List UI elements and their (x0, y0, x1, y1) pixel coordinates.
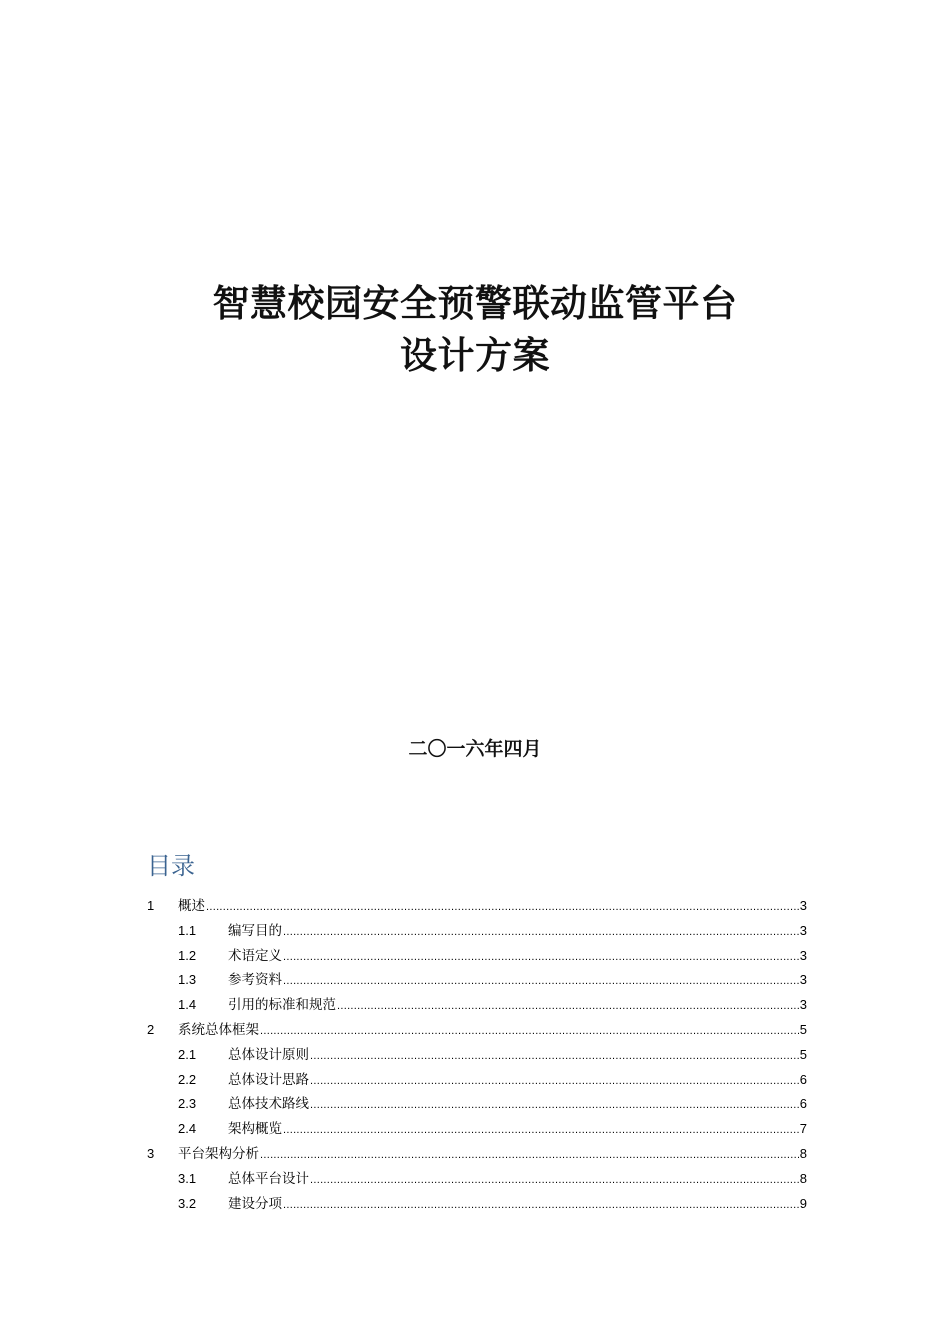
toc-dot-leader (260, 1143, 799, 1168)
toc-entry-page: 9 (799, 1195, 807, 1211)
toc-entry-page: 3 (799, 898, 807, 913)
toc-entry-number: 1.4 (178, 997, 197, 1013)
toc-entry-3[interactable] (147, 1142, 807, 1167)
toc-entry-label: 引用的标准和规范 (228, 997, 336, 1014)
toc-entry-1-1[interactable] (147, 919, 807, 944)
toc-entry-page: 8 (799, 1170, 807, 1186)
toc-entry-3-1[interactable] (147, 1167, 807, 1192)
toc-entry-1-3[interactable] (147, 968, 807, 993)
cover-title (0, 278, 950, 382)
toc-entry-number: 3 (147, 1145, 155, 1161)
toc-entry-label: 总体技术路线 (228, 1096, 309, 1113)
toc-entry-label: 系统总体框架 (178, 1021, 259, 1038)
toc-entry-label: 参考资料 (228, 972, 282, 989)
toc-entry-label: 建设分项 (228, 1195, 282, 1212)
toc-entry-number: 1.1 (178, 922, 197, 938)
toc-entry-page: 5 (799, 1021, 807, 1037)
toc-dot-leader (310, 1044, 799, 1069)
toc-dot-leader (260, 1019, 799, 1044)
toc-entry-page: 6 (799, 1096, 807, 1112)
cover-title-line-2: 设计方案 (400, 334, 550, 377)
toc-entry-number: 1.3 (178, 972, 197, 988)
toc-entry-label: 总体设计思路 (228, 1071, 309, 1088)
toc-entry-label: 总体设计原则 (228, 1046, 309, 1063)
toc-entry-page: 3 (799, 997, 807, 1013)
cover-title-line-1: 智慧校园安全预警联动监管平台 (212, 282, 738, 325)
toc-entry-label: 总体平台设计 (228, 1170, 309, 1187)
toc-dot-leader (283, 920, 799, 945)
table-of-contents (147, 894, 807, 1216)
toc-entry-1-4[interactable] (147, 993, 807, 1018)
toc-dot-leader (283, 945, 799, 970)
toc-entry-page: 5 (799, 1046, 807, 1062)
toc-entry-number: 2.2 (178, 1071, 197, 1087)
toc-entry-label: 平台架构分析 (178, 1145, 259, 1162)
toc-entry-2-1[interactable] (147, 1043, 807, 1068)
toc-heading: 目录 (147, 852, 195, 880)
toc-dot-leader (310, 1093, 799, 1118)
cover-date: 二〇一六年四月 (408, 738, 542, 760)
toc-dot-leader (283, 1118, 799, 1143)
toc-entry-number: 3.2 (178, 1195, 197, 1211)
toc-dot-leader (337, 994, 799, 1019)
toc-entry-page: 8 (799, 1145, 807, 1161)
toc-entry-number: 2.4 (178, 1121, 197, 1137)
toc-entry-2[interactable] (147, 1018, 807, 1043)
toc-entry-number: 2.3 (178, 1096, 197, 1112)
toc-entry-label: 术语定义 (228, 947, 282, 964)
toc-entry-3-2[interactable] (147, 1192, 807, 1217)
toc-entry-page: 7 (799, 1121, 807, 1137)
toc-entry-number: 3.1 (178, 1170, 197, 1186)
toc-entry-2-3[interactable] (147, 1092, 807, 1117)
toc-entry-page: 3 (799, 947, 807, 963)
toc-dot-leader (310, 1069, 799, 1094)
toc-entry-label: 架构概览 (228, 1121, 282, 1138)
toc-dot-leader (283, 969, 799, 994)
toc-entry-page: 6 (799, 1071, 807, 1087)
toc-entry-number: 2.1 (178, 1046, 197, 1062)
toc-dot-leader (310, 1168, 799, 1193)
toc-entry-label: 概述 (178, 898, 205, 914)
toc-entry-1-2[interactable] (147, 944, 807, 969)
toc-entry-2-2[interactable] (147, 1068, 807, 1093)
toc-entry-number: 2 (147, 1021, 155, 1037)
toc-dot-leader (206, 895, 799, 920)
toc-entry-label: 编写目的 (228, 922, 282, 939)
toc-entry-page: 3 (799, 922, 807, 938)
toc-dot-leader (283, 1193, 799, 1218)
toc-entry-page: 3 (799, 972, 807, 988)
toc-entry-1[interactable] (147, 894, 807, 919)
toc-entry-number: 1.2 (178, 947, 197, 963)
toc-entry-2-4[interactable] (147, 1117, 807, 1142)
toc-entry-number: 1 (147, 898, 155, 913)
